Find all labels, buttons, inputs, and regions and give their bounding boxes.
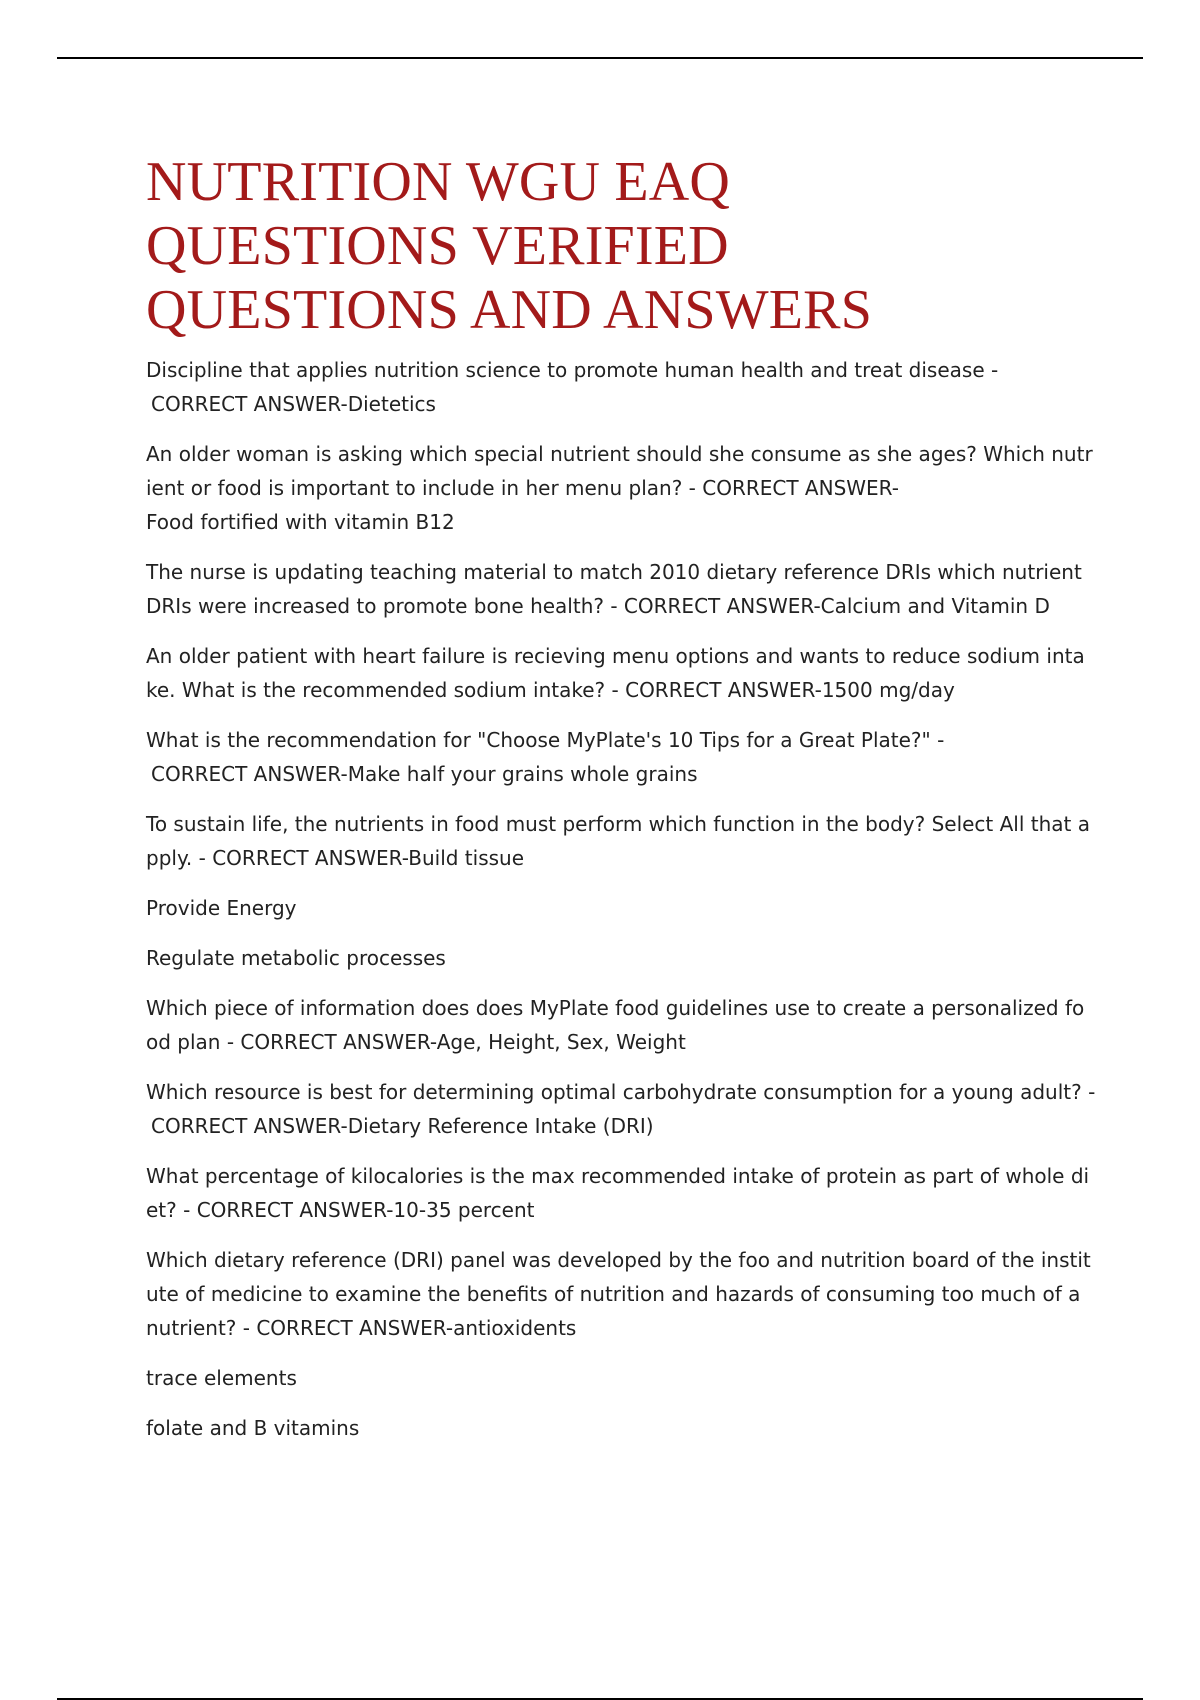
question-text: An older woman is asking which special nutrient should she consume as she ages? Which nutrient or food is important to include in her menu plan? - CORRECT ANSWER- xyxy=(146,442,1093,500)
question-text: What is the recommendation for "Choose MyPlate's 10 Tips for a Great Plate?" - xyxy=(146,728,945,752)
qa-item: What percentage of kilocalories is the max recommended intake of protein as part of whole diet? - CORRECT ANSWER-10-35 percent xyxy=(146,1164,1090,1222)
question-text: Which resource is best for determining optimal carbohydrate consumption for a young adult? - xyxy=(146,1080,1096,1104)
answer-continuation: Provide Energy xyxy=(146,896,297,920)
qa-item: Which dietary reference (DRI) panel was developed by the foo and nutrition board of the institute of medicine to examine the benefits of nutrition and hazards of consuming too much of a nutrient? - CORRECT ANSWER-antioxidents xyxy=(146,1248,1091,1340)
question-text: Discipline that applies nutrition science to promote human health and treat disease - xyxy=(146,358,999,382)
qa-item xyxy=(146,1075,1096,1143)
answer-text: CORRECT ANSWER-Make half your grains whole grains xyxy=(151,762,698,786)
qa-item xyxy=(146,723,1096,791)
answer-continuation: folate and B vitamins xyxy=(146,1416,360,1440)
document-title: NUTRITION WGU EAQ QUESTIONS VERIFIED QUESTIONS AND ANSWERS xyxy=(146,151,873,341)
answer-text: CORRECT ANSWER-Dietary Reference Intake (DRI) xyxy=(151,1114,654,1138)
qa-item: An older patient with heart failure is recieving menu options and wants to reduce sodium intake. What is the recommended sodium intake? - CORRECT ANSWER-1500 mg/day xyxy=(146,644,1085,702)
answer-continuation: trace elements xyxy=(146,1366,297,1390)
document-body xyxy=(146,150,1096,1461)
qa-item xyxy=(146,353,1096,421)
qa-item: The nurse is updating teaching material to match 2010 dietary reference DRIs which nutrient DRIs were increased to promote bone health? - CORRECT ANSWER-Calcium and Vitamin D xyxy=(146,560,1082,618)
answer-continuation: Regulate metabolic processes xyxy=(146,946,446,970)
answer-text: CORRECT ANSWER-Dietetics xyxy=(151,392,436,416)
qa-item xyxy=(146,437,1096,539)
header-rule xyxy=(57,57,1143,59)
answer-text: Food fortified with vitamin B12 xyxy=(146,510,455,534)
qa-item: To sustain life, the nutrients in food must perform which function in the body? Select All that apply. - CORRECT ANSWER-Build tissue xyxy=(146,812,1091,870)
qa-list xyxy=(146,353,1096,1445)
qa-item: Which piece of information does does MyPlate food guidelines use to create a personalized food plan - CORRECT ANSWER-Age, Height, Sex, Weight xyxy=(146,996,1085,1054)
